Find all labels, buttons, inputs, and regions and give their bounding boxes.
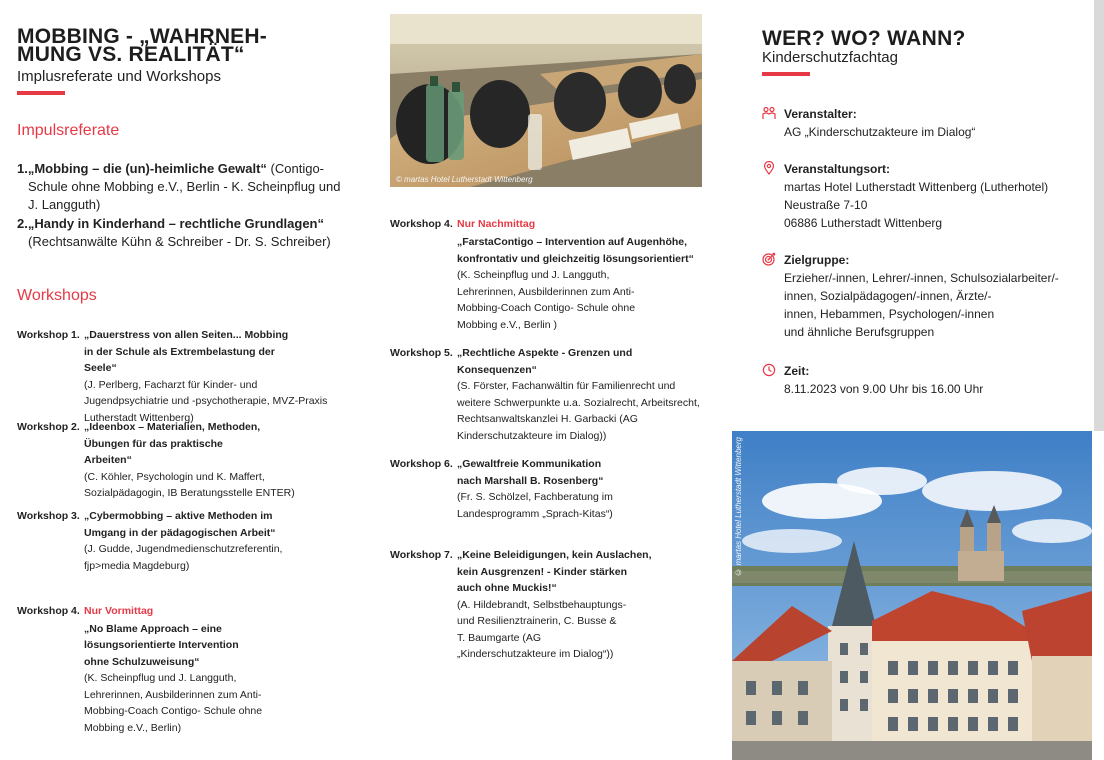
impulse-item: 1.„Mobbing – die (un)-heimliche Gewalt“ (Contigo- Schule ohne Mobbing e.V., Berlin - K. Scheinpflug und J. Langguth) (17, 161, 341, 212)
workshop-detail: (K. Scheinpflug und J. Langguth, Lehrerinnen, Ausbilderinnen zum Anti-Mobbing-Coach Contigo- Schule ohne Mobbing e.V., Berlin) (84, 672, 263, 734)
workshop-detail: (K. Scheinpflug und J. Langguth, Lehrerinnen, Ausbilderinnen zum Anti-Mobbing-Coach Contigo- Schule ohne Mobbing e.V., Berlin ) (457, 269, 636, 331)
workshop-label: Workshop 5. (390, 347, 453, 359)
workshop-item (390, 216, 730, 333)
workshop-label: Workshop 7. (390, 549, 453, 561)
photo-credit: © martas Hotel Lutherstadt Wittenberg (396, 175, 533, 184)
workshop-detail: (J. Perlberg, Facharzt für Kinder- und Jugendpsychiatrie und -psychotherapie, MVZ-Praxis Lutherstadt Wittenberg) (84, 378, 328, 424)
workshop-label: Workshop 4. (17, 605, 80, 617)
workshop-detail: (J. Gudde, Jugendmedienschutzreferentin, fjp>media Magdeburg) (84, 543, 283, 572)
workshop-detail: (S. Förster, Fachanwältin für Familienrecht und weitere Schwerpunkte u.a. Sozialrecht, Arbeitsrecht, Rechtsanwaltskanzlei H. Garbacki (AG Kinderschutzakteure im Dialog)) (457, 380, 700, 442)
workshops-heading: Workshops (17, 287, 97, 304)
target-icon (762, 252, 776, 266)
workshop-title: „Cybermobbing – aktive Methoden im Umgang in der pädagogischen Arbeit“ (84, 510, 276, 539)
workshop-label: Workshop 2. (17, 421, 80, 433)
page-edge (1094, 0, 1104, 431)
info-title: WER? WO? WANN? (762, 27, 966, 50)
info-time: Zeit: 8.11.2023 von 9.00 Uhr bis 16.00 Uhr (762, 362, 1092, 398)
workshop-item (17, 327, 357, 426)
workshop-item (390, 456, 730, 522)
workshop-detail: (Fr. S. Schölzel, Fachberatung im Landesprogramm „Sprach-Kitas“) (457, 491, 613, 520)
accent-divider (17, 91, 65, 95)
page-subtitle: Implusreferate und Workshops (17, 68, 221, 85)
info-venue: Veranstaltungsort: martas Hotel Lutherstadt Wittenberg (Lutherhotel) Neustraße 7-10 06886 Lutherstadt Wittenberg (762, 160, 1092, 232)
workshop-item (17, 508, 357, 574)
workshop-title: „Keine Beleidigungen, kein Auslachen, kein Ausgrenzen! - Kinder stärken auch ohne Muckis!“ (457, 549, 652, 594)
workshop-title: „Dauerstress von allen Seiten... Mobbing in der Schule als Extrembelastung der Seele“ (84, 329, 289, 374)
workshop-title: „Ideenbox – Materialien, Methoden, Übungen für das praktische Arbeiten“ (84, 421, 261, 466)
impulse-heading: Impulsreferate (17, 122, 120, 139)
workshop-item (390, 345, 730, 444)
accent-divider (762, 72, 810, 76)
info-subtitle: Kinderschutzfachtag (762, 49, 898, 66)
workshop-title: „Rechtliche Aspekte - Grenzen und Konsequenzen“ (457, 347, 633, 376)
workshop-item (17, 603, 357, 736)
info-audience: Zielgruppe: Erzieher/-innen, Lehrer/-innen, Schulsozialarbeiter/- innen, Sozialpädagogen/-innen, Ärzte/- innen, Hebammen, Psychologen/-innen und ähnliche Berufsgruppen (762, 251, 1092, 341)
impulse-item: 2.„Handy in Kinderhand – rechtliche Grundlagen“ (Rechtsanwälte Kühn & Schreiber - Dr. S. Schreiber) (17, 216, 331, 249)
workshop-detail: (C. Köhler, Psychologin und K. Maffert, Sozialpädagogin, IB Beratungsstelle ENTER) (84, 470, 295, 499)
workshop-title: „No Blame Approach – eine lösungsorientierte Intervention ohne Schulzuweisung“ (84, 622, 239, 668)
location-pin-icon (762, 161, 776, 175)
workshop-title: „FarstaContigo – Intervention auf Augenhöhe, konfrontativ und gleichzeitig lösungsorientiert“ (457, 236, 694, 265)
conference-room-photo (390, 14, 702, 187)
workshop-item (17, 419, 357, 502)
wittenberg-city-photo (732, 431, 1092, 760)
info-organizer: Veranstalter: AG „Kinderschutzakteure im Dialog“ (762, 105, 1092, 141)
workshop-badge: Nur Vormittag (84, 605, 154, 617)
workshop-label: Workshop 1. (17, 329, 80, 341)
workshop-label: Workshop 6. (390, 458, 453, 470)
workshop-label: Workshop 3. (17, 510, 80, 522)
photo-credit: © martas Hotel Lutherstadt Wittenberg (734, 437, 743, 577)
workshop-title: „Gewaltfreie Kommunikation nach Marshall B. Rosenberg“ (457, 458, 604, 487)
clock-icon (762, 363, 776, 377)
people-icon (762, 106, 776, 120)
workshop-detail: (A. Hildebrandt, Selbstbehauptungs- und Resilienztrainerin, C. Busse & T. Baumgarte (AG „Kinderschutzakteure im Dialog“)) (457, 598, 627, 660)
page-title: MOBBING - „WAHRNEH-MUNG VS. REALITÄT“ (17, 25, 267, 66)
workshop-item (390, 547, 730, 663)
workshop-label: Workshop 4. (390, 218, 453, 230)
workshop-badge: Nur Nachmittag (457, 218, 536, 230)
